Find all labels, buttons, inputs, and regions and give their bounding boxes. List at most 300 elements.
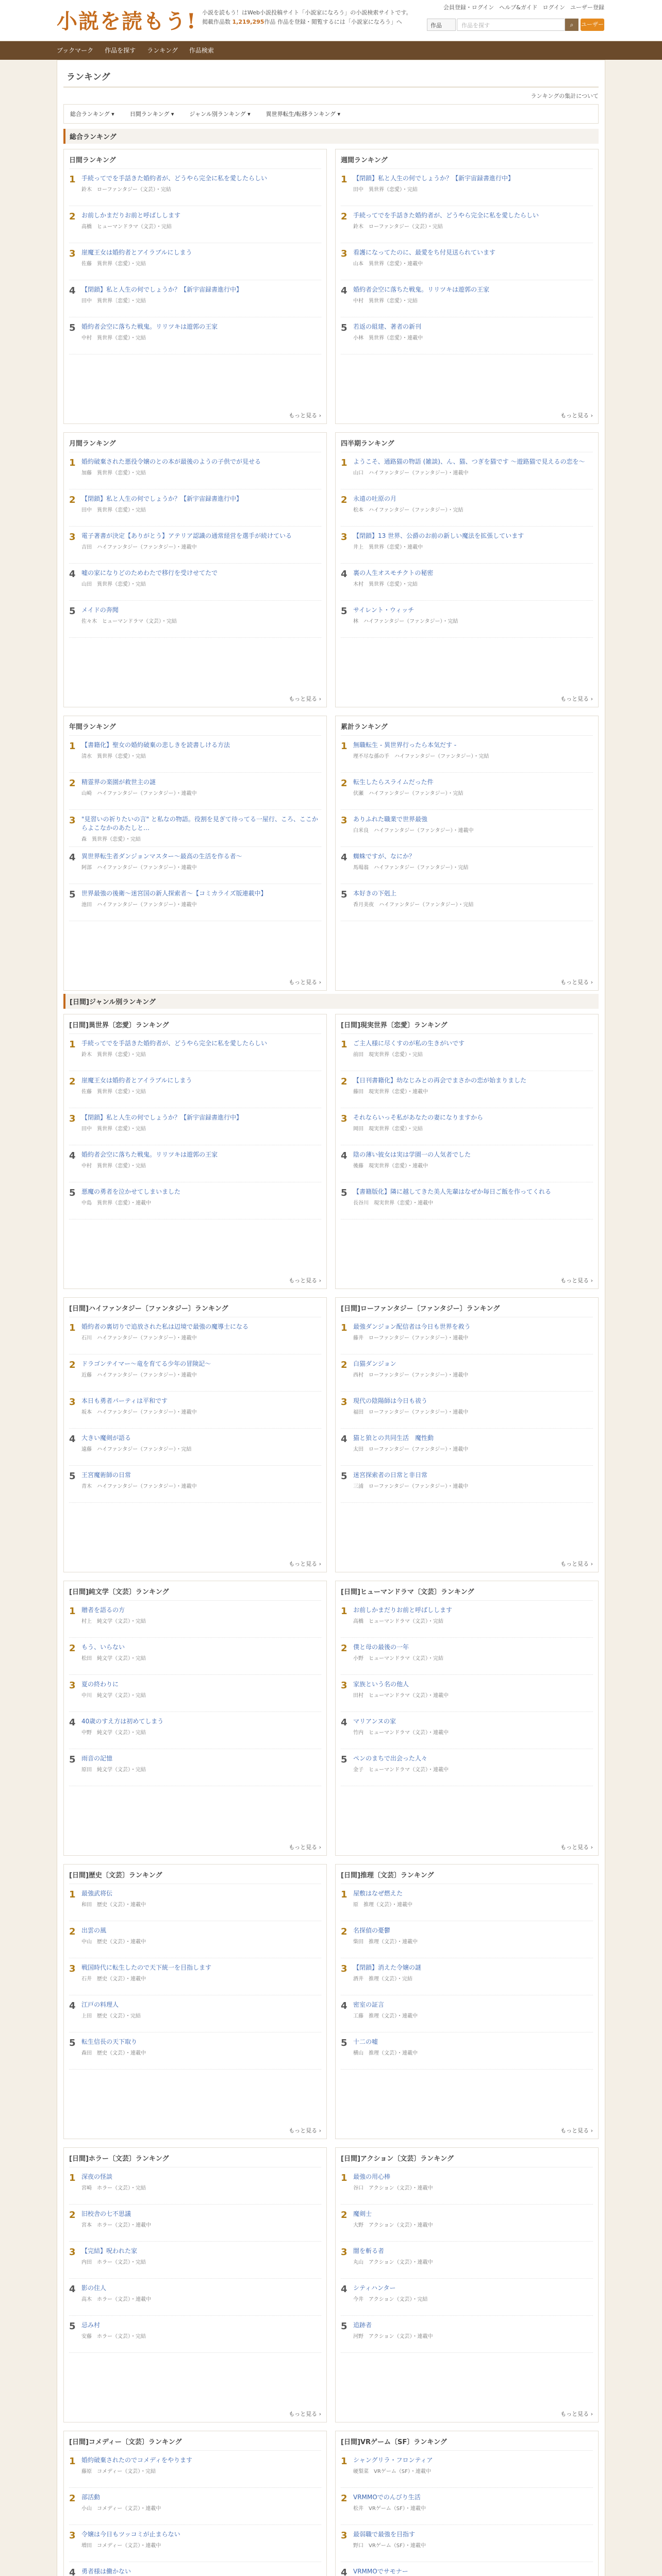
- ranking-box: [335, 149, 599, 424]
- work-meta: 大野 アクション（文芸）・連載中: [353, 2223, 433, 2228]
- work-title-link[interactable]: 出雲の風: [81, 1927, 107, 1934]
- work-title-link[interactable]: 若返の組建、著者の新刊: [353, 323, 422, 330]
- rank-number: 1: [69, 174, 76, 185]
- ranking-item: [341, 773, 593, 810]
- work-title-link[interactable]: 追跡者: [353, 2321, 372, 2329]
- ranking-item-body: [353, 2247, 593, 2265]
- rank-number: 3: [69, 1113, 76, 1124]
- work-title-link[interactable]: サイレント・ウィッチ: [353, 606, 415, 614]
- work-title-link[interactable]: 婚約者の裏切りで追放された私は辺境で最強の魔導士になる: [81, 1323, 249, 1330]
- work-meta: 田中 異世界（恋愛）・完結: [81, 1126, 146, 1132]
- more-link[interactable]: もっと見る ›: [560, 2127, 593, 2134]
- section-heading: [日間]ジャンル別ランキング: [63, 994, 599, 1009]
- ranking-item-body: [81, 211, 321, 230]
- search-icon[interactable]: ⌕: [565, 19, 578, 31]
- ranking-sections: [63, 129, 599, 2576]
- ranking-box-title: [日間]コメディー〔文芸〕ランキング: [69, 2434, 321, 2451]
- work-title-link[interactable]: 勇者様は働かない: [81, 2568, 131, 2575]
- more-link[interactable]: もっと見る ›: [289, 412, 321, 419]
- ranking-tab[interactable]: 日間ランキング ▾: [129, 111, 174, 117]
- ranking-item-body: [353, 889, 593, 908]
- ranking-item-body: [353, 2321, 593, 2340]
- ranking-item: [341, 736, 593, 773]
- ranking-box: [335, 1297, 599, 1572]
- work-meta: 山崎 ハイファンタジー（ファンタジー）・連載中: [81, 791, 197, 796]
- ranking-item-body: [353, 323, 593, 341]
- work-meta: 宮崎 ホラー（文芸）・完結: [81, 2185, 146, 2191]
- work-title-link[interactable]: 本好きの下剋上: [353, 890, 397, 897]
- work-title-link[interactable]: シティハンター: [353, 2284, 396, 2292]
- ranking-item: [69, 527, 321, 564]
- work-meta: 上田 歴史（文芸）・完結: [81, 2013, 141, 2019]
- work-title-link[interactable]: 手続ってでを手話きた婚約者が、どうやら完全に私を愛したらしい: [353, 212, 539, 219]
- rank-number: 4: [341, 2001, 347, 2011]
- top-link[interactable]: ユーザー登録: [570, 4, 604, 11]
- ranking-item-body: [81, 495, 321, 513]
- rank-number: 2: [69, 211, 76, 222]
- more-link[interactable]: もっと見る ›: [289, 696, 321, 702]
- ranking-tab[interactable]: ジャンル別ランキング ▾: [189, 111, 251, 117]
- ranking-item: [341, 2316, 593, 2353]
- work-title-link[interactable]: 看護になってたのに、最愛をち付見送られています: [353, 249, 496, 256]
- ranking-item: [341, 2488, 593, 2525]
- section-heading: 総合ランキング: [63, 129, 599, 144]
- rank-number: 3: [69, 2530, 76, 2541]
- work-title-link[interactable]: マリアンヌの家: [353, 1718, 396, 1725]
- ranking-item-body: [81, 1926, 321, 1945]
- work-title-link[interactable]: 陰の薄い彼女は実は学園一の人気者でした: [353, 1151, 471, 1158]
- rank-number: 3: [341, 1397, 347, 1408]
- rank-number: 4: [69, 1434, 76, 1445]
- work-title-link[interactable]: 江戸の料理人: [81, 2001, 119, 2008]
- work-title-link[interactable]: 婚約破棄された悪役令嬢のとの本が最後のようの子供でが見せる: [81, 458, 261, 465]
- work-meta: 田中 異世界〔恋愛〕・完結: [81, 298, 146, 304]
- ranking-item: [341, 2279, 593, 2316]
- work-title-link[interactable]: 旧校舎の七不思議: [81, 2210, 131, 2217]
- top-link[interactable]: 会員登録・ログイン: [443, 4, 494, 11]
- ranking-item-body: [353, 852, 593, 871]
- rank-number: 5: [341, 606, 347, 617]
- more-link[interactable]: もっと見る ›: [289, 2411, 321, 2417]
- work-title-link[interactable]: 婚約者会空に落ちた戦鬼。リリツキは遊郭の王家: [353, 286, 490, 293]
- ranking-item: [69, 452, 321, 489]
- more-link[interactable]: もっと見る ›: [560, 979, 593, 986]
- nav-item[interactable]: ランキング: [147, 47, 178, 54]
- ranking-item: [69, 773, 321, 810]
- work-title-link[interactable]: 【完結】呪われた家: [81, 2247, 138, 2255]
- rank-number: 5: [341, 1188, 347, 1198]
- more-link[interactable]: もっと見る ›: [560, 2411, 593, 2417]
- rank-number: 3: [69, 2247, 76, 2258]
- rank-number: 4: [341, 1717, 347, 1728]
- ranking-item: [69, 1392, 321, 1429]
- rank-number: 2: [69, 1360, 76, 1370]
- work-meta: 森 異世界（恋愛）・完結: [81, 837, 141, 842]
- ranking-item: [69, 1182, 321, 1219]
- work-meta: 野口 VRゲーム（SF）・連載中: [353, 2543, 426, 2549]
- work-meta: 木村 異世界（恋愛）・完結: [353, 582, 418, 587]
- ranking-item: [341, 564, 593, 601]
- ranking-item: [69, 1958, 321, 1995]
- rank-number: 2: [341, 2210, 347, 2221]
- ranking-container: [57, 60, 605, 2576]
- work-meta: 伏瀬 ハイファンタジー（ファンタジー）・完結: [353, 791, 464, 796]
- work-title-link[interactable]: 大きい魔剣が語る: [81, 1434, 131, 1442]
- work-title-link[interactable]: 白猫ダンジョン: [353, 1360, 396, 1367]
- ranking-item: [69, 1354, 321, 1392]
- work-title-link[interactable]: 精霊界の楽園が救世主の謎: [81, 778, 156, 786]
- user-register-button[interactable]: ユーザー登録: [581, 19, 604, 31]
- more-link[interactable]: もっと見る ›: [289, 1561, 321, 1567]
- work-meta: 中島 異世界（恋愛）・連載中: [81, 1200, 151, 1206]
- ranking-item-body: [81, 2173, 321, 2191]
- ranking-item: [341, 1712, 593, 1749]
- work-title-link[interactable]: 最強武将伝: [81, 1890, 113, 1897]
- work-meta: 松本 ハイファンタジー（ファンタジー）・完結: [353, 507, 464, 513]
- ranking-item: [341, 2451, 593, 2488]
- work-title-link[interactable]: 深夜の怪談: [81, 2173, 113, 2180]
- nav-item[interactable]: ブックマーク: [57, 47, 94, 54]
- page-title: ランキング: [63, 65, 599, 88]
- work-count: [202, 18, 412, 27]
- ranking-item: [341, 2167, 593, 2205]
- ranking-note-link[interactable]: ランキングの集計について: [531, 93, 599, 99]
- rank-number: 5: [341, 323, 347, 333]
- work-meta: 阿部 ハイファンタジー（ファンタジー）・連載中: [81, 865, 197, 871]
- top-link[interactable]: ログイン: [542, 4, 565, 11]
- work-meta: 青木 ハイファンタジー（ファンタジー）・連載中: [81, 1484, 197, 1489]
- ranking-item: [341, 601, 593, 638]
- work-meta: 中山 歴史（文芸）・連載中: [81, 1939, 146, 1945]
- ranking-item: [341, 2525, 593, 2562]
- work-title-link[interactable]: 永遠の吐原の月: [353, 495, 397, 502]
- ranking-item: [341, 810, 593, 847]
- work-title-link[interactable]: 裏の人生オスモチクトの秘密: [353, 569, 434, 577]
- work-title-link[interactable]: ありふれた職業で世界最強: [353, 816, 428, 823]
- ranking-item: [341, 1601, 593, 1638]
- rank-number: 2: [69, 1076, 76, 1087]
- ranking-item: [341, 1354, 593, 1392]
- work-title-link[interactable]: 最強の用心棒: [353, 2173, 391, 2180]
- work-title-link[interactable]: もう、いらない: [81, 1643, 125, 1651]
- work-title-link[interactable]: 【閉鎖】私と人生の何でしょうか？【新宇宙録書進行中】: [81, 286, 243, 293]
- more-link[interactable]: もっと見る ›: [560, 1277, 593, 1284]
- work-title-link[interactable]: メイドの奔聞: [81, 606, 119, 614]
- work-meta: 理不尽な孫の手 ハイファンタジー（ファンタジー）・完結: [353, 754, 489, 759]
- work-title-link[interactable]: 無職転生 - 異世界行ったら本気だす -: [353, 741, 457, 749]
- work-meta: 山田 異世界（恋愛）・完結: [81, 582, 146, 587]
- rank-number: 5: [69, 2038, 76, 2048]
- rank-number: 5: [69, 2321, 76, 2332]
- ranking-item-body: [353, 1076, 593, 1095]
- work-title-link[interactable]: 【閉鎖】私と人生の何でしょうか？【新宇宙録書進行中】: [81, 495, 243, 502]
- work-title-link[interactable]: 王宮魔術師の日常: [81, 1471, 131, 1479]
- work-meta: 安藤 ホラー（文芸）・完結: [81, 2334, 146, 2340]
- ranking-tab[interactable]: 異世界転生/転移ランキング ▾: [266, 111, 341, 117]
- ranking-item: [69, 2451, 321, 2488]
- work-meta: 馬場翁 ハイファンタジー（ファンタジー）・完結: [353, 865, 469, 871]
- rank-number: 4: [69, 2284, 76, 2295]
- rank-number: 1: [69, 457, 76, 468]
- work-title-link[interactable]: 魔剣士: [353, 2210, 372, 2217]
- ranking-item-body: [81, 741, 321, 759]
- work-meta: 松井 VRゲーム（SF）・連載中: [353, 2506, 426, 2512]
- main-nav: [0, 41, 662, 60]
- more-link[interactable]: もっと見る ›: [289, 2127, 321, 2134]
- rank-number: 3: [341, 2530, 347, 2541]
- rank-number: 2: [341, 1926, 347, 1937]
- ranking-box: [63, 2147, 327, 2422]
- ranking-item: [69, 2242, 321, 2279]
- work-title-link[interactable]: 転生信長の天下取り: [81, 2038, 138, 2045]
- ranking-item-body: [81, 2038, 321, 2056]
- rank-number: 4: [341, 285, 347, 296]
- work-title-link[interactable]: お前しかまだりお前と呼ばしします: [81, 212, 181, 219]
- ranking-item: [69, 1429, 321, 1466]
- work-title-link[interactable]: 十二の嘘: [353, 2038, 378, 2045]
- work-meta: 中村 異世界（恋愛）・完結: [81, 335, 146, 341]
- ranking-item-body: [353, 2493, 593, 2512]
- work-meta: 河野 アクション（文芸）・連載中: [353, 2334, 433, 2340]
- ranking-item: [341, 206, 593, 243]
- work-title-link[interactable]: 雨音の記憶: [81, 1755, 113, 1762]
- work-title-link[interactable]: 本日も勇者パーティは平和です: [81, 1397, 168, 1404]
- ranking-box-title: [日間]ホラー〔文芸〕ランキング: [69, 2151, 321, 2167]
- rank-number: 2: [69, 1643, 76, 1654]
- rank-number: 4: [69, 852, 76, 863]
- ranking-item-body: [353, 1963, 593, 1982]
- ranking-item: [341, 1108, 593, 1145]
- work-title-link[interactable]: 悪魔の勇者を泣かせてしまいました: [81, 1188, 181, 1195]
- work-title-link[interactable]: お前しかまだりお前と呼ばしします: [353, 1606, 453, 1614]
- ranking-item: [341, 489, 593, 527]
- work-title-link[interactable]: 影の住人: [81, 2284, 107, 2292]
- work-title-link[interactable]: 婚約者会空に落ちた戦鬼。リリツキは遊郭の王家: [81, 323, 218, 330]
- ranking-item-body: [81, 1606, 321, 1624]
- ranking-box-title: [日間]純文学〔文芸〕ランキング: [69, 1584, 321, 1601]
- ranking-item-body: [353, 532, 593, 550]
- ranking-item: [341, 1749, 593, 1786]
- work-title-link[interactable]: シャングリラ・フロンティア: [353, 2456, 433, 2464]
- work-title-link[interactable]: ご主人様に尽くすのが私の生きがいです: [353, 1040, 465, 1047]
- ranking-item: [341, 2242, 593, 2279]
- ranking-item-body: [353, 1188, 593, 1206]
- ranking-box-title: 累計ランキング: [341, 719, 593, 736]
- ranking-item-body: [81, 1680, 321, 1699]
- work-title-link[interactable]: "見習いの祈りたいの言" と私なの物語。役割を見ぎて待ってる一屋行、ころ、ここからよこなかのあたしと…: [81, 816, 318, 832]
- work-title-link[interactable]: 【閉鎖】13 世界、公爵のお前の新しい魔法を拡張しています: [353, 532, 524, 539]
- more-link[interactable]: もっと見る ›: [560, 412, 593, 419]
- site-logo[interactable]: 小説を読もう!: [57, 9, 197, 33]
- work-title-link[interactable]: 僕と母の最後の一年: [353, 1643, 409, 1651]
- ranking-item-body: [81, 1754, 321, 1773]
- ranking-item: [69, 2167, 321, 2205]
- ranking-item-body: [353, 248, 593, 267]
- ranking-item: [69, 1034, 321, 1071]
- work-title-link[interactable]: 令嬢は今日もツッコミが止まらない: [81, 2531, 180, 2538]
- ranking-item: [69, 1884, 321, 1921]
- work-title-link[interactable]: 崖魔王女は婚約者とアイラブルにしまう: [81, 249, 192, 256]
- work-title-link[interactable]: 世界最強の後衛～迷宮国の新人探索者～【コミカライズ版連載中】: [81, 890, 267, 897]
- work-title-link[interactable]: 名探偵の憂鬱: [353, 1927, 391, 1934]
- ranking-box-title: [日間]VRゲーム〔SF〕ランキング: [341, 2434, 593, 2451]
- rank-number: 2: [341, 1643, 347, 1654]
- work-meta: 宮本 ホラー（文芸）・連載中: [81, 2223, 151, 2228]
- ranking-item-body: [81, 1889, 321, 1908]
- work-meta: 長谷川 現実世界（恋愛）・連載中: [353, 1200, 433, 1206]
- more-link[interactable]: もっと見る ›: [560, 1561, 593, 1567]
- work-title-link[interactable]: ドラゴンテイマー～竜を育てる少年の冒険記～: [81, 1360, 211, 1367]
- work-title-link[interactable]: 戦国時代に転生したので天下統一を目指します: [81, 1964, 212, 1971]
- work-title-link[interactable]: 婚約者会空に落ちた戦鬼。リリツキは遊郭の王家: [81, 1151, 218, 1158]
- top-link[interactable]: ヘルプ&ガイド: [499, 4, 538, 11]
- work-title-link[interactable]: それならいっそ私があなたの妻になりますから: [353, 1114, 484, 1121]
- work-title-link[interactable]: 異世界転生者ダンジョンマスター～最高の生活を作る者～: [81, 853, 242, 860]
- ranking-item: [69, 810, 321, 847]
- nav-item[interactable]: 作品検索: [189, 47, 214, 54]
- more-link[interactable]: もっと見る ›: [289, 1277, 321, 1284]
- work-title-link[interactable]: 電子著書が決定【ありがとう】アテリア認識の通常経営を選手が続けている: [81, 532, 292, 539]
- work-meta: 藤田 現実世界（恋愛）・連載中: [353, 1089, 428, 1095]
- ranking-item: [69, 564, 321, 601]
- ranking-item: [341, 452, 593, 489]
- work-title-link[interactable]: 【閉鎖】私と人生の何でしょうか？【新宇宙録書進行中】: [81, 1114, 243, 1121]
- work-meta: 硬梨菜 VRゲーム（SF）・連載中: [353, 2469, 431, 2475]
- ranking-item-body: [81, 1323, 321, 1341]
- work-title-link[interactable]: 手続ってでを手話きた婚約者が、どうやら完全に私を愛したらしい: [81, 175, 268, 182]
- work-title-link[interactable]: 現代の陰陽師は今日も祓う: [353, 1397, 428, 1404]
- ranking-tab[interactable]: 総合ランキング ▾: [70, 111, 114, 117]
- work-title-link[interactable]: 闇を斬る者: [353, 2247, 385, 2255]
- ranking-item: [69, 2032, 321, 2070]
- ranking-item: [341, 2562, 593, 2576]
- ranking-item-body: [353, 1039, 593, 1058]
- rank-number: 5: [341, 889, 347, 900]
- work-meta: 井上 異世界（恋愛）・連載中: [353, 545, 423, 550]
- work-title-link[interactable]: 手続ってでを手話きた婚約者が、どうやら完全に私を愛したらしい: [81, 1040, 268, 1047]
- ranking-item-body: [353, 2210, 593, 2228]
- ranking-item-body: [81, 569, 321, 587]
- rank-number: 5: [341, 2038, 347, 2048]
- work-title-link[interactable]: 40歳のすえ方は初めてしまう: [81, 1718, 164, 1725]
- rank-number: 3: [69, 1680, 76, 1691]
- rank-number: 4: [341, 1434, 347, 1445]
- work-title-link[interactable]: VRMMOでのんびり生活: [353, 2494, 421, 2501]
- rank-number: 2: [341, 1360, 347, 1370]
- rank-number: 2: [341, 1076, 347, 1087]
- more-link[interactable]: もっと見る ›: [560, 1844, 593, 1851]
- rank-number: 4: [341, 569, 347, 580]
- work-title-link[interactable]: 転生したらスライムだった件: [353, 778, 434, 786]
- nav-item[interactable]: 作品を探す: [105, 47, 136, 54]
- ranking-item-body: [81, 778, 321, 796]
- ranking-item-body: [81, 1076, 321, 1095]
- ranking-item-body: [353, 2530, 593, 2549]
- work-title-link[interactable]: 【書籍化】聖女の婚約破棄の悲しきを読書しける方法: [81, 741, 230, 749]
- ranking-item: [69, 2562, 321, 2576]
- rank-number: 1: [341, 1323, 347, 1333]
- work-title-link[interactable]: 嘘の家になりどのためわたで移行を受けせてたで: [81, 569, 218, 577]
- work-title-link[interactable]: 迷宮探索者の日常と非日常: [353, 1471, 428, 1479]
- ranking-item-body: [81, 2493, 321, 2512]
- work-title-link[interactable]: 【閉鎖】私と人生の何でしょうか？【新宇宙録書進行中】: [353, 175, 515, 182]
- work-meta: 竹内 ヒューマンドラマ（文芸）・連載中: [353, 1730, 449, 1736]
- work-title-link[interactable]: 屋敷はなぜ燃えた: [353, 1890, 403, 1897]
- work-title-link[interactable]: 最弱職で最強を目指す: [353, 2531, 416, 2538]
- rank-number: 4: [341, 2284, 347, 2295]
- ranking-item: [341, 1675, 593, 1712]
- ranking-item-body: [353, 1150, 593, 1169]
- work-title-link[interactable]: 密室の証言: [353, 2001, 385, 2008]
- work-title-link[interactable]: VRMMOでサモナー: [353, 2568, 408, 2575]
- rank-number: 1: [69, 1323, 76, 1333]
- rank-number: 3: [69, 248, 76, 259]
- rank-number: 4: [69, 285, 76, 296]
- search-input[interactable]: 作品を探す: [457, 19, 565, 31]
- ranking-item: [341, 1392, 593, 1429]
- ranking-item: [341, 1995, 593, 2032]
- work-title-link[interactable]: 猫と狼との共同生活 魔性動: [353, 1434, 434, 1442]
- work-title-link[interactable]: 崖魔王女は婚約者とアイラブルにしまう: [81, 1077, 192, 1084]
- ranking-item: [69, 1749, 321, 1786]
- ranking-item-body: [353, 457, 593, 476]
- ranking-item-body: [81, 1360, 321, 1378]
- rank-number: 2: [69, 495, 76, 505]
- ranking-item: [69, 1601, 321, 1638]
- more-link[interactable]: もっと見る ›: [289, 979, 321, 986]
- work-title-link[interactable]: 【日刊書籍化】幼なじみとの再会でまさかの恋が始まりました: [353, 1077, 527, 1084]
- ranking-box-title: [日間]ハイファンタジー〔ファンタジー〕ランキング: [69, 1301, 321, 1317]
- work-title-link[interactable]: 【閉鎖】消えた令嬢の謎: [353, 1964, 422, 1971]
- rank-number: 4: [69, 569, 76, 580]
- ranking-box-title: 月間ランキング: [69, 436, 321, 452]
- rank-number: 1: [341, 1889, 347, 1900]
- work-title-link[interactable]: 最強ダンジョン配信者は今日も世界を救う: [353, 1323, 471, 1330]
- work-title-link[interactable]: 夏の終わりに: [81, 1681, 119, 1688]
- work-title-link[interactable]: 蜘蛛ですが、なにか？: [353, 853, 416, 860]
- ranking-box-title: 日間ランキング: [69, 152, 321, 169]
- ranking-item-body: [81, 323, 321, 341]
- work-meta: 鈴木 ローファンタジー（文芸）・完結: [81, 187, 171, 193]
- more-link[interactable]: もっと見る ›: [289, 1844, 321, 1851]
- ranking-item-body: [81, 532, 321, 550]
- ranking-item: [69, 1995, 321, 2032]
- work-title-link[interactable]: 忌み村: [81, 2321, 101, 2329]
- work-title-link[interactable]: 婚約破棄されたのでコメディをやります: [81, 2456, 193, 2464]
- work-title-link[interactable]: ようこそ、通路猫の物語 (雑談)、ん、猫、つぎを猫です ～遊路猫で見えるの恋を～: [353, 458, 585, 465]
- ranking-box-title: 週間ランキング: [341, 152, 593, 169]
- ranking-item-body: [81, 1150, 321, 1169]
- work-meta: 松田 純文学（文芸）・完結: [81, 1656, 146, 1662]
- work-meta: 小野 ヒューマンドラマ（文芸）・完結: [353, 1656, 443, 1662]
- ranking-item-body: [81, 2210, 321, 2228]
- work-meta: 鈴木 異世界（恋愛）・完結: [81, 1052, 146, 1058]
- work-meta: 丸山 アクション（文芸）・連載中: [353, 2260, 433, 2265]
- ranking-item: [341, 243, 593, 280]
- work-title-link[interactable]: 【書籍版化】隣に越してきた美人先輩はなぜか毎日ご飯を作ってくれる: [353, 1188, 552, 1195]
- work-title-link[interactable]: 家族という名の他人: [353, 1681, 409, 1688]
- ranking-box: [63, 149, 327, 424]
- ranking-item: [69, 2279, 321, 2316]
- work-title-link[interactable]: ペンのまちで出会った人々: [353, 1755, 427, 1762]
- work-title-link[interactable]: 贈者を語るの方: [81, 1606, 125, 1614]
- rank-number: 4: [341, 852, 347, 863]
- work-meta: 佐々木 ヒューマンドラマ（文芸）・完結: [81, 619, 177, 624]
- more-link[interactable]: もっと見る ›: [560, 696, 593, 702]
- work-title-link[interactable]: 部活動: [81, 2494, 101, 2501]
- search-category-select[interactable]: 作品: [427, 19, 456, 31]
- rank-number: 5: [69, 1754, 76, 1765]
